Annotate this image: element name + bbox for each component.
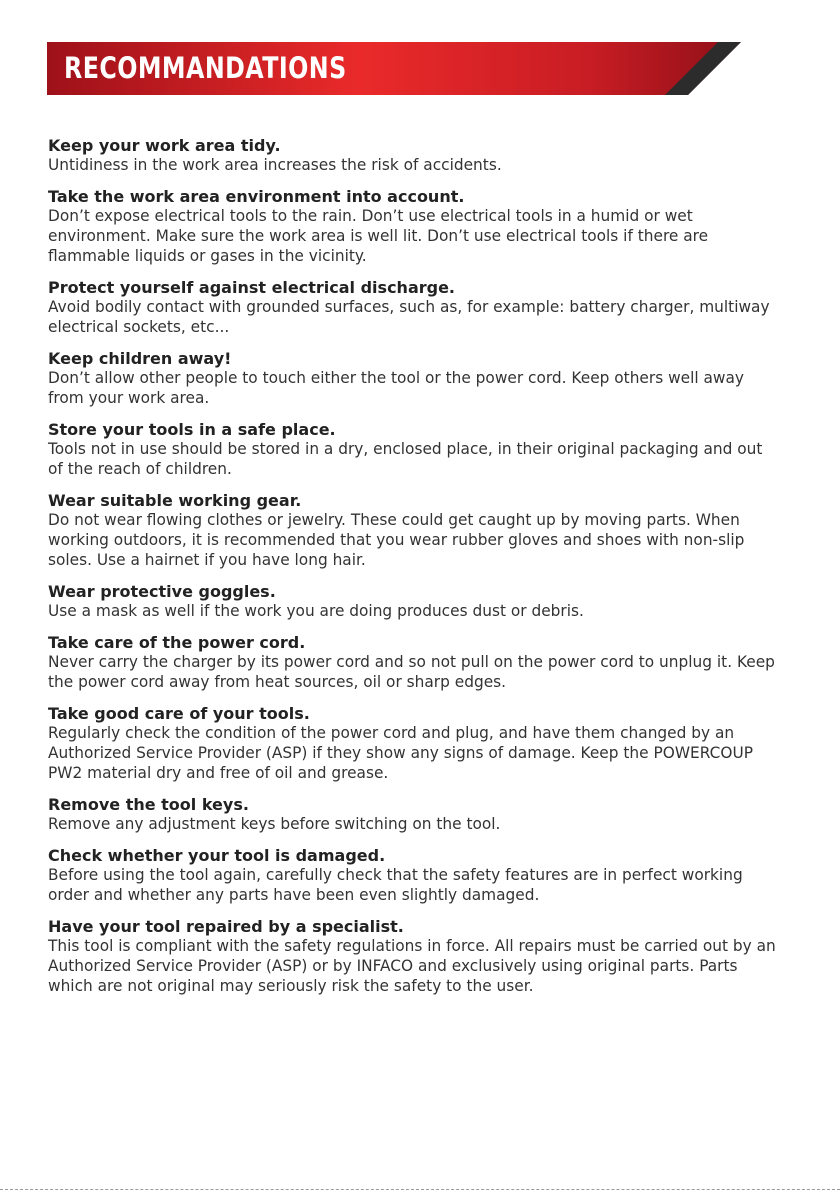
recommendation-body: Remove any adjustment keys before switching on the tool. (48, 814, 501, 833)
recommendation-title: Take care of the power cord. (48, 633, 306, 652)
recommendation-item (48, 136, 778, 175)
recommendation-item (48, 846, 778, 905)
recommendation-body: Before using the tool again, carefully check that the safety features are in perfect working order and whether any parts have been even slightly damaged. (48, 865, 743, 904)
recommendation-body: Never carry the charger by its power cord and so not pull on the power cord to unplug it. Keep the power cord away from heat sources, oil or sharp edges. (48, 652, 775, 691)
recommendation-item (48, 491, 778, 570)
recommendation-title: Check whether your tool is damaged. (48, 846, 386, 865)
section-banner (47, 42, 741, 95)
recommendation-title: Remove the tool keys. (48, 795, 249, 814)
recommendation-title: Wear suitable working gear. (48, 491, 302, 510)
recommendation-body: Tools not in use should be stored in a dry, enclosed place, in their original packaging and out of the reach of children. (48, 439, 763, 478)
recommendation-item (48, 187, 778, 266)
recommendation-item (48, 704, 778, 783)
recommendation-item (48, 278, 778, 337)
page-bottom-rule (0, 1189, 840, 1190)
recommendation-title: Store your tools in a safe place. (48, 420, 336, 439)
recommendation-title: Keep children away! (48, 349, 232, 368)
recommendation-item (48, 420, 778, 479)
recommendation-body: Do not wear flowing clothes or jewelry. These could get caught up by moving parts. When working outdoors, it is recommended that you wear rubber gloves and shoes with non-slip soles. Use a hairnet if you have long hair. (48, 510, 745, 569)
recommendation-title: Wear protective goggles. (48, 582, 276, 601)
recommendation-item (48, 795, 778, 834)
recommendations-list (48, 136, 778, 1008)
page-title: RECOMMANDATIONS (64, 51, 347, 85)
recommendation-title: Protect yourself against electrical discharge. (48, 278, 456, 297)
recommendation-item (48, 349, 778, 408)
recommendation-body: Don’t expose electrical tools to the rain. Don’t use electrical tools in a humid or wet environment. Make sure the work area is well lit. Don’t use electrical tools if there are flammable liquids or gases in the vicinity. (48, 206, 709, 265)
recommendation-title: Have your tool repaired by a specialist. (48, 917, 404, 936)
recommendation-item (48, 582, 778, 621)
recommendation-body: Avoid bodily contact with grounded surfaces, such as, for example: battery charger, multiway electrical sockets, etc... (48, 297, 770, 336)
recommendation-body: Use a mask as well if the work you are doing produces dust or debris. (48, 601, 584, 620)
recommendation-title: Take the work area environment into account. (48, 187, 465, 206)
recommendation-body: Regularly check the condition of the power cord and plug, and have them changed by an Authorized Service Provider (ASP) if they show any signs of damage. Keep the POWERCOUP PW2 material dry and free of oil and grease. (48, 723, 753, 782)
recommendation-body: Don’t allow other people to touch either the tool or the power cord. Keep others well away from your work area. (48, 368, 744, 407)
recommendation-title: Take good care of your tools. (48, 704, 310, 723)
recommendation-body: This tool is compliant with the safety regulations in force. All repairs must be carried out by an Authorized Service Provider (ASP) or by INFACO and exclusively using original parts. Parts which are not original may seriously risk the safety to the user. (48, 936, 776, 995)
recommendation-body: Untidiness in the work area increases the risk of accidents. (48, 155, 502, 174)
recommendation-item (48, 917, 778, 996)
recommendation-title: Keep your work area tidy. (48, 136, 281, 155)
recommendation-item (48, 633, 778, 692)
